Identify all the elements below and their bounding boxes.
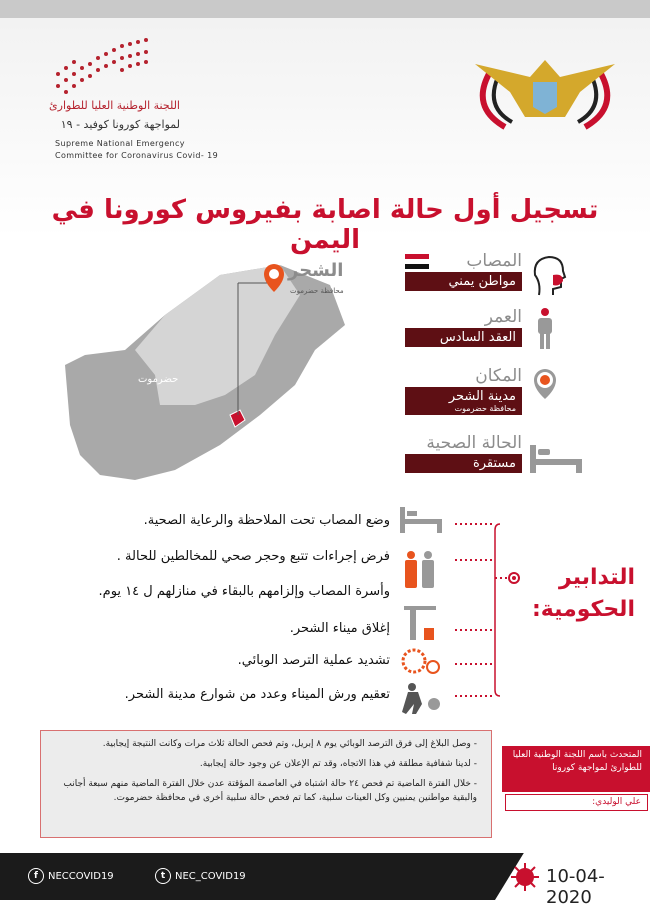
location-pin-icon: [262, 262, 286, 294]
info-value: مواطن يمني: [405, 272, 522, 291]
speaker-title: المتحدث باسم اللجنة الوطنية العليا للطوارئ لمواجهة كورونا: [502, 746, 650, 792]
statement-line: - وصل البلاغ إلى فرق الترصد الوبائي يوم ٨ إبريل، وتم فحص الحالة ثلاث مرات وكانت النتيجة إيجابية.: [102, 739, 477, 749]
measures-connector: [450, 510, 520, 700]
yemen-emblem-icon: [470, 52, 620, 132]
facebook-handle: NECCOVID19: [48, 870, 114, 882]
date: 10-04-2020: [546, 866, 605, 908]
bed-icon: [400, 505, 442, 535]
family-icon: [402, 550, 438, 590]
map-region-label: حضرموت: [138, 374, 179, 385]
facebook-icon: f: [28, 868, 44, 884]
info-value-main: مدينة الشحر: [448, 389, 516, 404]
disinfection-worker-icon: [400, 682, 442, 716]
measure-item: إغلاق ميناء الشحر.: [289, 621, 390, 636]
logo-english-line1: Supreme National Emergency: [55, 139, 185, 148]
map-city-sub: محافظة حضرموت: [290, 287, 344, 295]
person-icon: [535, 307, 555, 351]
info-value: العقد السادس: [405, 328, 522, 347]
twitter-handle: NEC_COVID19: [175, 870, 246, 882]
logo-arabic-line1: اللجنة الوطنية العليا للطوارئ: [49, 99, 180, 112]
twitter-icon: t: [155, 868, 171, 884]
info-label: المصاب: [466, 251, 522, 271]
statement-line: - لدينا شفافية مطلقة في هذا الاتجاه، وقد تم الإعلان عن وجود حالة إيجابية.: [199, 759, 477, 769]
facebook-link[interactable]: [28, 868, 114, 884]
info-value: [405, 387, 522, 415]
logo-english: [55, 138, 218, 162]
government-measures-title: التدابير الحكومية:: [532, 565, 635, 622]
virus-icon: [510, 862, 540, 892]
measure-item: تشديد عملية الترصد الوبائي.: [237, 653, 390, 668]
statement-line: - خلال الفترة الماضية تم فحص ٢٤ حالة اشتباه في العاصمة المؤقتة عدن خلال الفترة الماضية منهم سبعة أجانب والبقية مواطنين يمنيين وكل العينات سلبية، كما تم فحص حالة سلبية أخرى في محافظة حضرموت.: [63, 779, 477, 803]
measure-item: تعقيم ورش الميناء وعدد من شوارع مدينة الشحر.: [124, 687, 390, 702]
yemen-flag-icon: [405, 254, 429, 269]
statement-box: [40, 730, 492, 838]
map-city-label: الشحر: [288, 260, 344, 281]
info-label: العمر: [484, 307, 522, 327]
info-label: الحالة الصحية: [426, 433, 522, 453]
location-pin-icon: [532, 367, 558, 401]
logo-arabic-line2: لمواجهة كورونا كوفيد - ١٩: [60, 118, 180, 131]
top-bar: [0, 0, 650, 18]
info-value: مستقرة: [405, 454, 522, 473]
virus-icon: [400, 645, 442, 679]
twitter-link[interactable]: [155, 868, 246, 884]
port-crane-icon: [402, 602, 438, 642]
bed-icon: [530, 445, 582, 475]
logo-english-line2: Committee for Coronavirus Covid- 19: [55, 151, 219, 160]
speaker-name: علي الوليدي:: [505, 794, 648, 811]
info-label: المكان: [475, 366, 522, 386]
measure-item: وضع المصاب تحت الملاحظة والرعاية الصحية.: [143, 513, 390, 528]
page-title: تسجيل أول حالة اصابة بفيروس كورونا في اليمن: [51, 195, 599, 255]
measure-item: فرض إجراءات تتبع وحجر صحي للمخالطين للحالة .: [116, 549, 390, 564]
masked-face-icon: [527, 253, 567, 298]
info-value-sub: محافظة حضرموت: [454, 404, 516, 413]
committee-logo-dots: [48, 36, 168, 96]
measure-item: وأسرة المصاب وإلزامهم بالبقاء في منازلهم ل ١٤ يوم.: [98, 584, 390, 599]
